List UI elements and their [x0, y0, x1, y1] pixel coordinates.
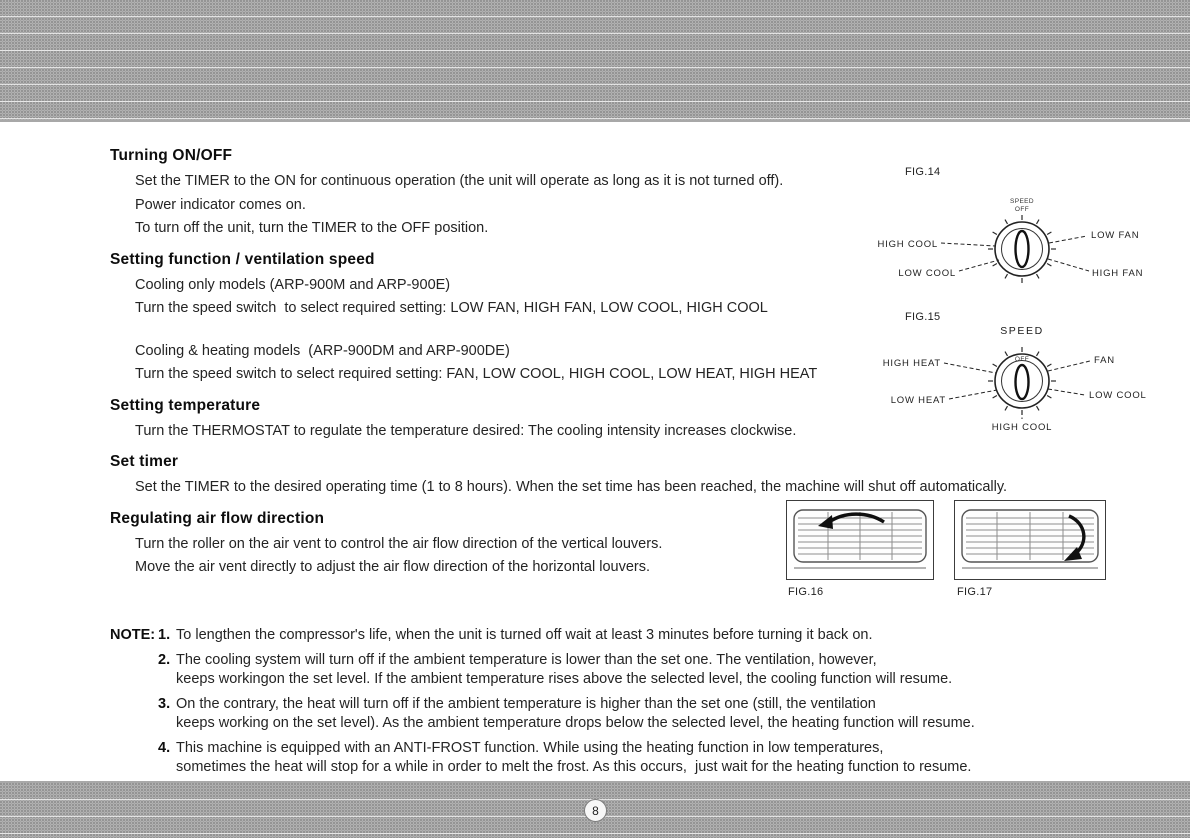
speed-dial-fig14 — [860, 186, 1172, 304]
halftone-band-top — [0, 0, 1190, 122]
note-item-number: 1. — [158, 626, 171, 643]
body-line: Set the TIMER to the ON for continuous operation (the unit will operate as long as it is not turned off). — [135, 173, 784, 189]
halftone-band-bottom — [0, 781, 1190, 838]
dial-label-high-heat: HIGH HEAT — [882, 358, 941, 369]
note-section — [110, 626, 1190, 783]
section-heading: Setting function / ventilation speed — [110, 250, 375, 268]
note-line: On the contrary, the heat will turn off if the ambient temperature is higher than the set one (still, the ventilation — [176, 695, 876, 712]
section-heading: Setting temperature — [110, 396, 261, 414]
page-number: 8 — [592, 803, 599, 818]
dial-title: SPEED — [1000, 325, 1044, 337]
fig16-label: FIG.16 — [788, 586, 824, 598]
speed-dial-fig15 — [860, 318, 1172, 442]
dial-knob — [1016, 365, 1029, 399]
page-number-badge — [584, 799, 607, 822]
section-heading: Turning ON/OFF — [110, 147, 233, 164]
note-label: NOTE: — [110, 626, 156, 643]
dial-off-label: OFF — [1014, 356, 1030, 363]
note-item — [158, 695, 975, 733]
dial-off-label: OFF — [1014, 206, 1030, 213]
note-line: keeps workingon the set level. If the ambient temperature rises above the selected level, the cooling function will resume. — [176, 670, 953, 687]
dial-label-low-cool: LOW COOL — [1089, 390, 1147, 401]
body-line: To turn off the unit, turn the TIMER to the OFF position. — [135, 220, 489, 236]
section-heading: Set timer — [110, 453, 179, 470]
fig14-label: FIG.14 — [905, 166, 941, 178]
body-line: Set the TIMER to the desired operating time (1 to 8 hours). When the set time has been reached, the machine will shut off automatically. — [135, 479, 1008, 495]
dial-label-low-cool: LOW COOL — [898, 268, 956, 279]
body-line: Move the air vent directly to adjust the air flow direction of the horizontal louvers. — [135, 559, 651, 575]
note-item-number: 2. — [158, 651, 171, 668]
note-line: To lengthen the compressor's life, when the unit is turned off wait at least 3 minutes before turning it back on. — [176, 626, 873, 643]
body-line: Cooling & heating models (ARP-900DM and ARP-900DE) — [135, 342, 510, 359]
body-line: Turn the speed switch to select required setting: FAN, LOW COOL, HIGH COOL, LOW HEAT, HIGH HEAT — [135, 366, 818, 382]
body-line: Turn the roller on the air vent to control the air flow direction of the vertical louvers. — [135, 535, 663, 552]
dial-label-fan: FAN — [1094, 355, 1115, 366]
section-heading: Regulating air flow direction — [110, 509, 325, 527]
body-line: Turn the speed switch to select required setting: LOW FAN, HIGH FAN, LOW COOL, HIGH COOL — [135, 300, 768, 316]
note-item-number: 4. — [158, 739, 171, 756]
dial-label-high-cool: HIGH COOL — [991, 422, 1053, 433]
note-line: The cooling system will turn off if the ambient temperature is lower than the set one. The ventilation, however, — [176, 651, 877, 668]
fig17-label: FIG.17 — [957, 586, 993, 598]
note-line: keeps working on the set level). As the ambient temperature drops below the selected level, the heating function will resume. — [176, 714, 975, 731]
note-item — [158, 651, 975, 689]
note-item — [158, 739, 975, 777]
air-vent-figure-16 — [786, 500, 934, 580]
section-set-timer — [110, 452, 1190, 500]
note-line: sometimes the heat will stop for a while in order to melt the frost. As this occurs, just wait for the heating function to resume. — [176, 758, 972, 775]
body-line: Power indicator comes on. — [135, 196, 306, 213]
note-item-number: 3. — [158, 695, 171, 712]
body-line: Cooling only models (ARP-900M and ARP-900E) — [135, 276, 451, 293]
note-item — [158, 626, 975, 645]
note-line: This machine is equipped with an ANTI-FROST function. While using the heating function in low temperatures, — [176, 739, 884, 756]
dial-label-low-heat: LOW HEAT — [890, 395, 946, 406]
dial-label-high-cool: HIGH COOL — [877, 239, 938, 250]
dial-speed-label: SPEED — [1009, 198, 1035, 205]
air-vent-figure-17 — [954, 500, 1106, 580]
vent-drawing-fig17 — [955, 501, 1105, 579]
note-items — [158, 626, 975, 783]
dial-knob — [1016, 231, 1029, 267]
body-line: Turn the THERMOSTAT to regulate the temperature desired: The cooling intensity increases clockwise. — [135, 422, 797, 439]
fig15-label: FIG.15 — [905, 311, 941, 323]
dial-label-low-fan: LOW FAN — [1091, 230, 1140, 241]
vent-drawing-fig16 — [787, 501, 933, 579]
dial-label-high-fan: HIGH FAN — [1092, 268, 1144, 279]
